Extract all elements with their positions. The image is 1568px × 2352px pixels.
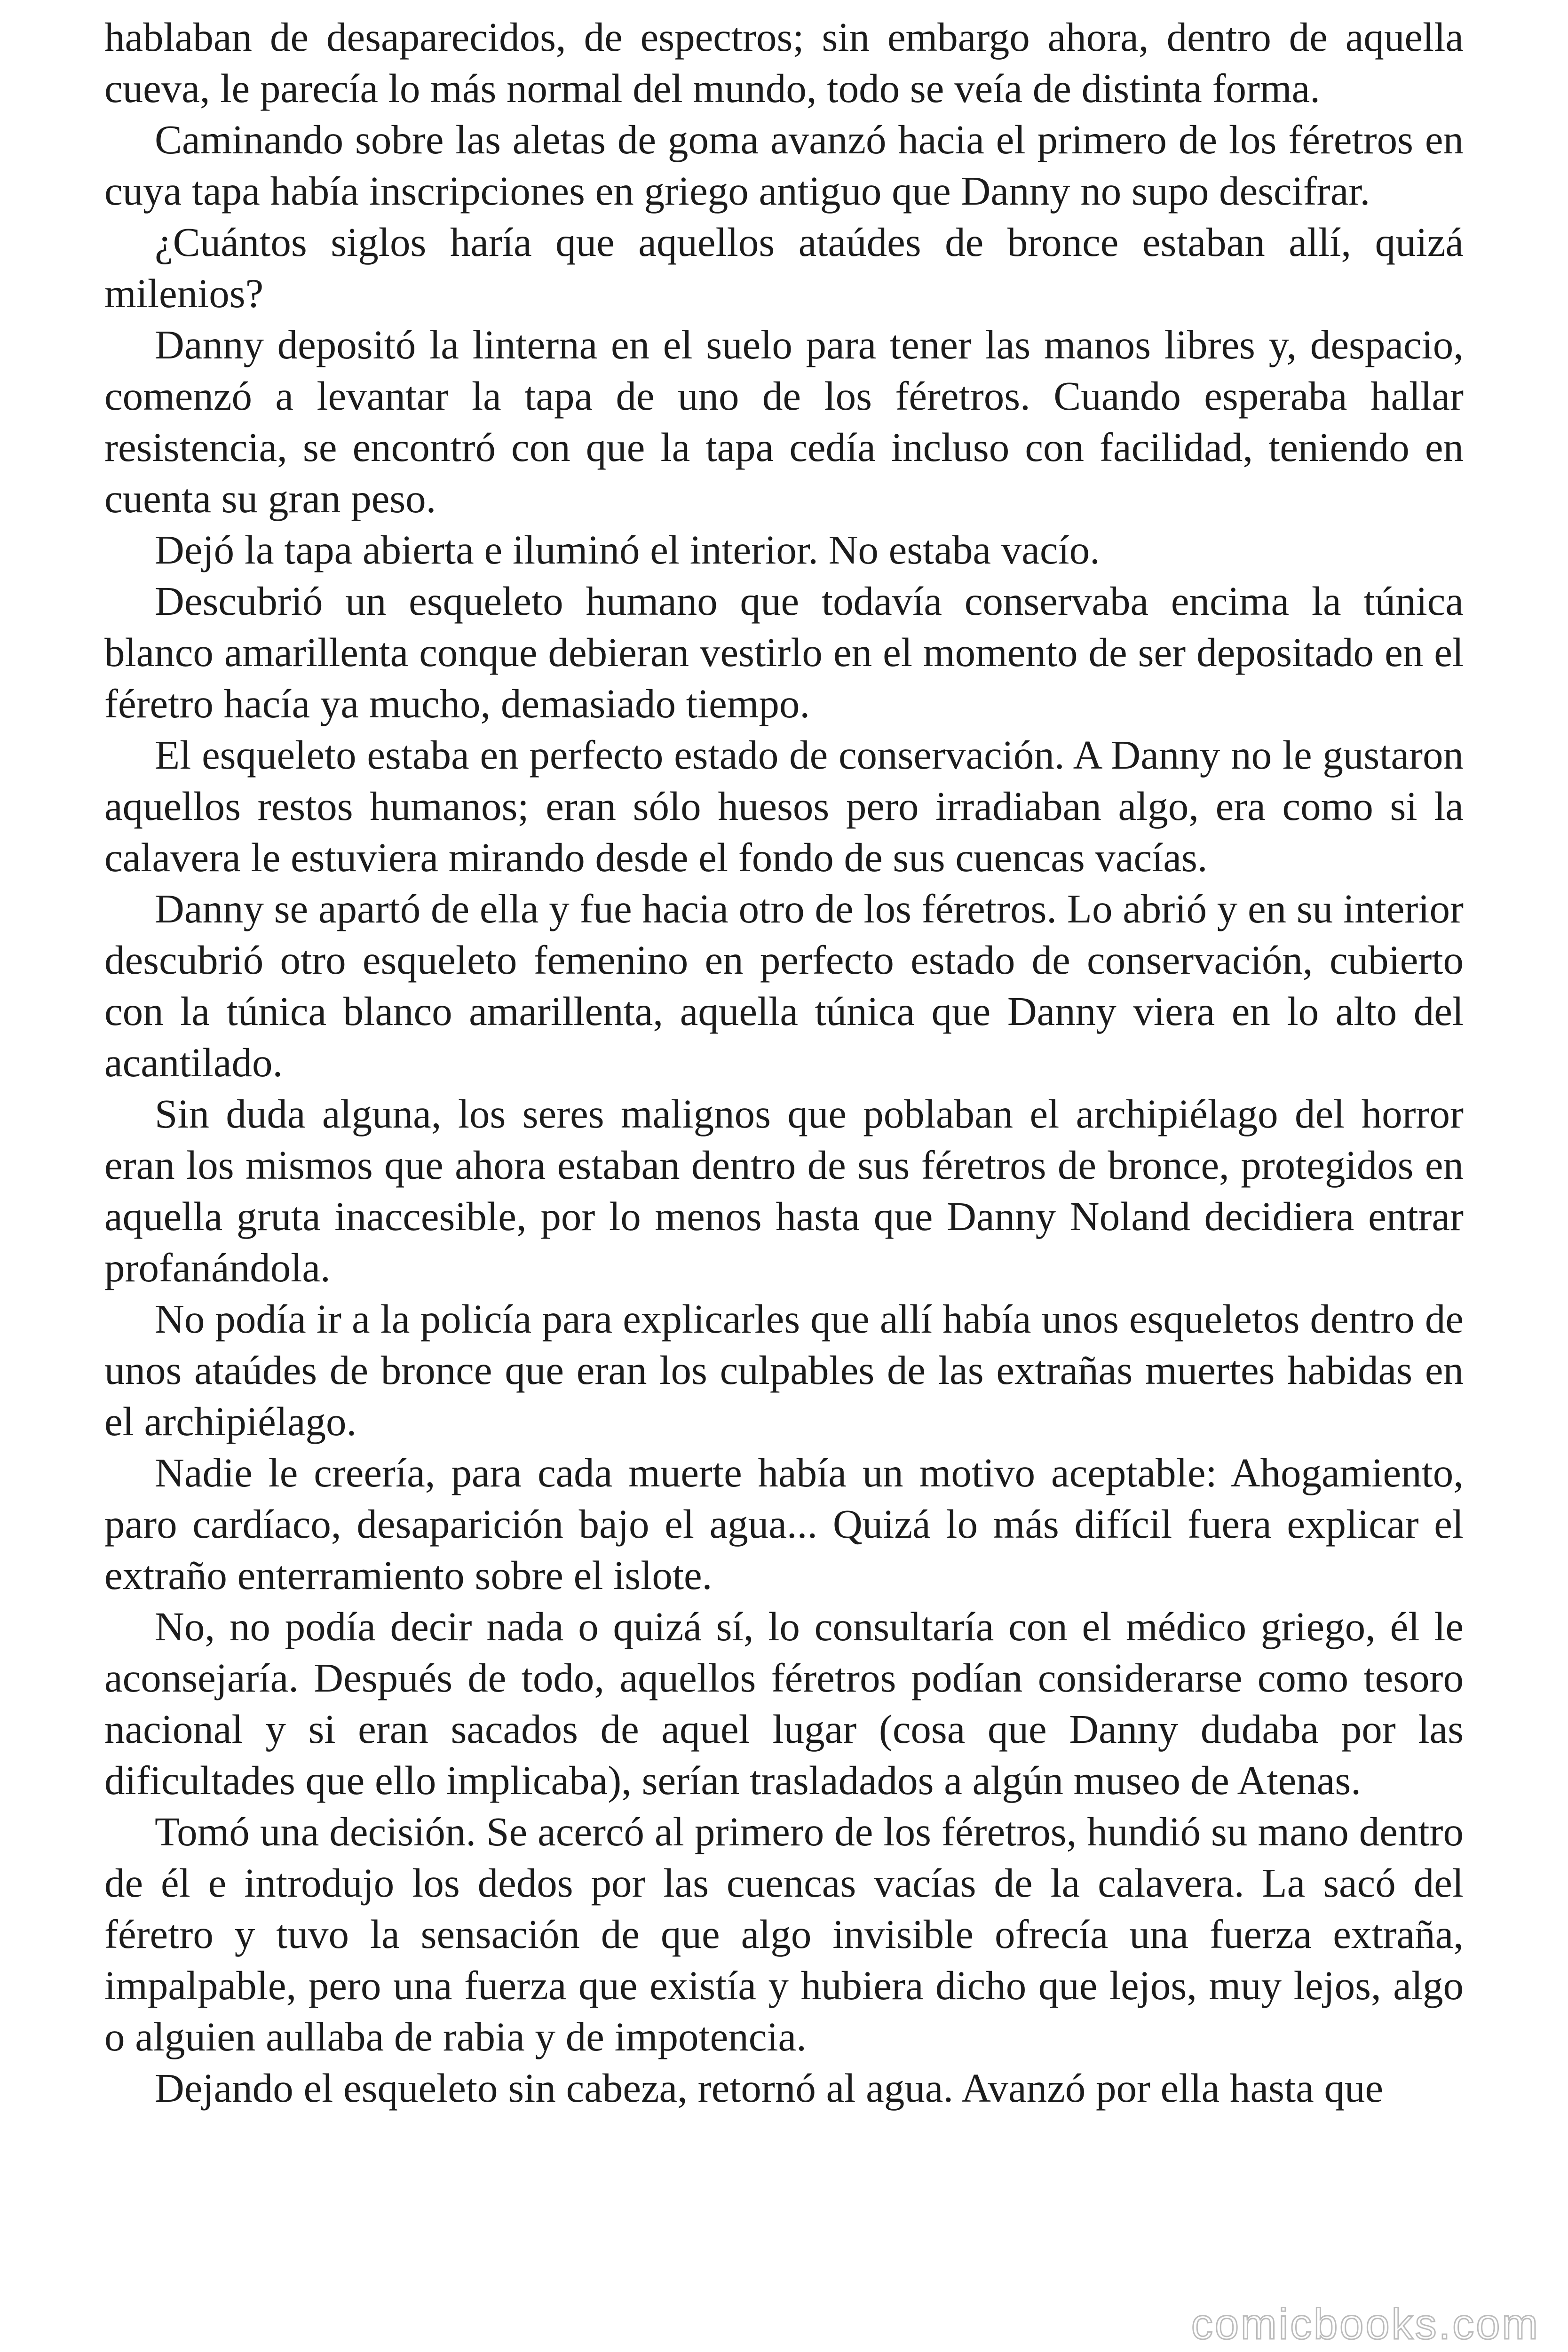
book-page-body bbox=[104, 11, 1464, 2114]
paragraph: Caminando sobre las aletas de goma avanzó hacia el primero de los féretros en cuya tapa había inscripciones en griego antiguo que Danny no supo descifrar. bbox=[104, 117, 1464, 214]
paragraph: hablaban de desaparecidos, de espectros; sin embargo ahora, dentro de aquella cueva, le parecía lo más normal del mundo, todo se veía de distinta forma. bbox=[104, 14, 1464, 111]
paragraph: Danny depositó la linterna en el suelo para tener las manos libres y, despacio, comenzó a levantar la tapa de uno de los féretros. Cuando esperaba hallar resistencia, se encontró con que la tapa cedía incluso con facilidad, teniendo en cuenta su gran peso. bbox=[104, 322, 1464, 521]
paragraph: Dejó la tapa abierta e iluminó el interior. No estaba vacío. bbox=[155, 527, 1100, 572]
paragraph: El esqueleto estaba en perfecto estado de conservación. A Danny no le gustaron aquellos restos humanos; eran sólo huesos pero irradiaban algo, era como si la calavera le estuviera mirando desde el fondo de sus cuencas vacías. bbox=[104, 732, 1464, 880]
paragraph: Dejando el esqueleto sin cabeza, retornó al agua. Avanzó por ella hasta que bbox=[155, 2065, 1384, 2111]
paragraph: No, no podía decir nada o quizá sí, lo consultaría con el médico griego, él le aconsejaría. Después de todo, aquellos féretros podían considerarse como tesoro nacional y si eran sacados de aquel lugar (cosa que Danny dudaba por las dificultades que ello implicaba), serían trasladados a algún museo de Atenas. bbox=[104, 1604, 1464, 1803]
paragraph: Descubrió un esqueleto humano que todavía conservaba encima la túnica blanco amarillenta conque debieran vestirlo en el momento de ser depositado en el féretro hacía ya mucho, demasiado tiempo. bbox=[104, 578, 1464, 726]
paragraph: Nadie le creería, para cada muerte había un motivo aceptable: Ahogamiento, paro cardíaco, desaparición bajo el agua... Quizá lo más difícil fuera explicar el extraño enterramiento sobre el islote. bbox=[104, 1450, 1464, 1598]
paragraph: ¿Cuántos siglos haría que aquellos ataúdes de bronce estaban allí, quizá milenios? bbox=[104, 219, 1464, 316]
paragraph: Tomó una decisión. Se acercó al primero de los féretros, hundió su mano dentro de él e introdujo los dedos por las cuencas vacías de la calavera. La sacó del féretro y tuvo la sensación de que algo invisible ofrecía una fuerza extraña, impalpable, pero una fuerza que existía y hubiera dicho que lejos, muy lejos, algo o alguien aullaba de rabia y de impotencia. bbox=[104, 1809, 1464, 2059]
paragraph: Sin duda alguna, los seres malignos que poblaban el archipiélago del horror eran los mismos que ahora estaban dentro de sus féretros de bronce, protegidos en aquella gruta inaccesible, por lo menos hasta que Danny Noland decidiera entrar profanándola. bbox=[104, 1091, 1464, 1290]
paragraph: Danny se apartó de ella y fue hacia otro de los féretros. Lo abrió y en su interior descubrió otro esqueleto femenino en perfecto estado de conservación, cubierto con la túnica blanco amarillenta, aquella túnica que Danny viera en lo alto del acantilado. bbox=[104, 886, 1464, 1085]
watermark-text: comicbooks.com bbox=[1191, 2300, 1540, 2348]
paragraph: No podía ir a la policía para explicarles que allí había unos esqueletos dentro de unos ataúdes de bronce que eran los culpables de las extrañas muertes habidas en el archipiélago. bbox=[104, 1296, 1464, 1444]
